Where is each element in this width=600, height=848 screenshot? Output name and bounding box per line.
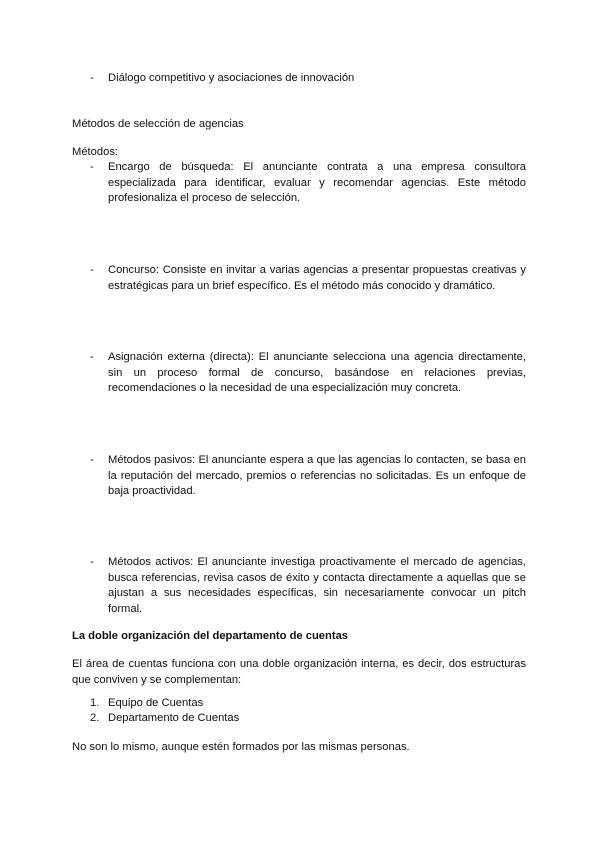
bullet-dash: - [90,454,94,466]
top-bullet-text: Diálogo competitivo y asociaciones de innovación [108,72,355,84]
method-contest: Concurso: Consiste en invitar a varias agencias a presentar propuestas creativas y estratégicas para un brief específico. Es el método más conocido y dramático. [108,264,526,292]
closing-paragraph: No son lo mismo, aunque estén formados por las mismas personas. [72,741,410,753]
list-item: Equipo de Cuentas [108,697,204,709]
method-search-assignment: Encargo de búsqueda: El anunciante contrata a una empresa consultora especializada para identificar, evaluar y recomendar agencias. Este método profesionaliza el proceso de selección. [108,161,526,205]
bullet-dash: - [90,72,94,84]
bullet-dash: - [90,264,94,276]
method-active: Métodos activos: El anunciante investiga proactivamente el mercado de agencias, busca referencias, revisa casos de éxito y contacta directamente a aquellas que se ajustan a sus necesidades específicas, sin necesariamente convocar un pitch formal. [108,556,526,615]
bullet-dash: - [90,351,94,363]
list-number: 1. [90,697,100,709]
method-passive: Métodos pasivos: El anunciante espera a que las agencias lo contacten, se basa en la reputación del mercado, premios o referencias no solicitadas. Es un enfoque de baja proactividad. [108,454,526,498]
intro-paragraph: El área de cuentas funciona con una doble organización interna, es decir, dos estructuras que conviven y se complementan: [72,658,526,686]
method-direct-assignment: Asignación externa (directa): El anunciante selecciona una agencia directamente, sin un proceso formal de concurso, basándose en relaciones previas, recomendaciones o la necesidad de una especialización muy concreta. [108,351,526,395]
bullet-dash: - [90,161,94,173]
methods-label: Métodos: [72,146,119,158]
section-heading: La doble organización del departamento de cuentas [72,630,349,642]
bullet-dash: - [90,556,94,568]
list-item: Departamento de Cuentas [108,712,240,724]
list-number: 2. [90,712,100,724]
section-title: Métodos de selección de agencias [72,118,244,130]
